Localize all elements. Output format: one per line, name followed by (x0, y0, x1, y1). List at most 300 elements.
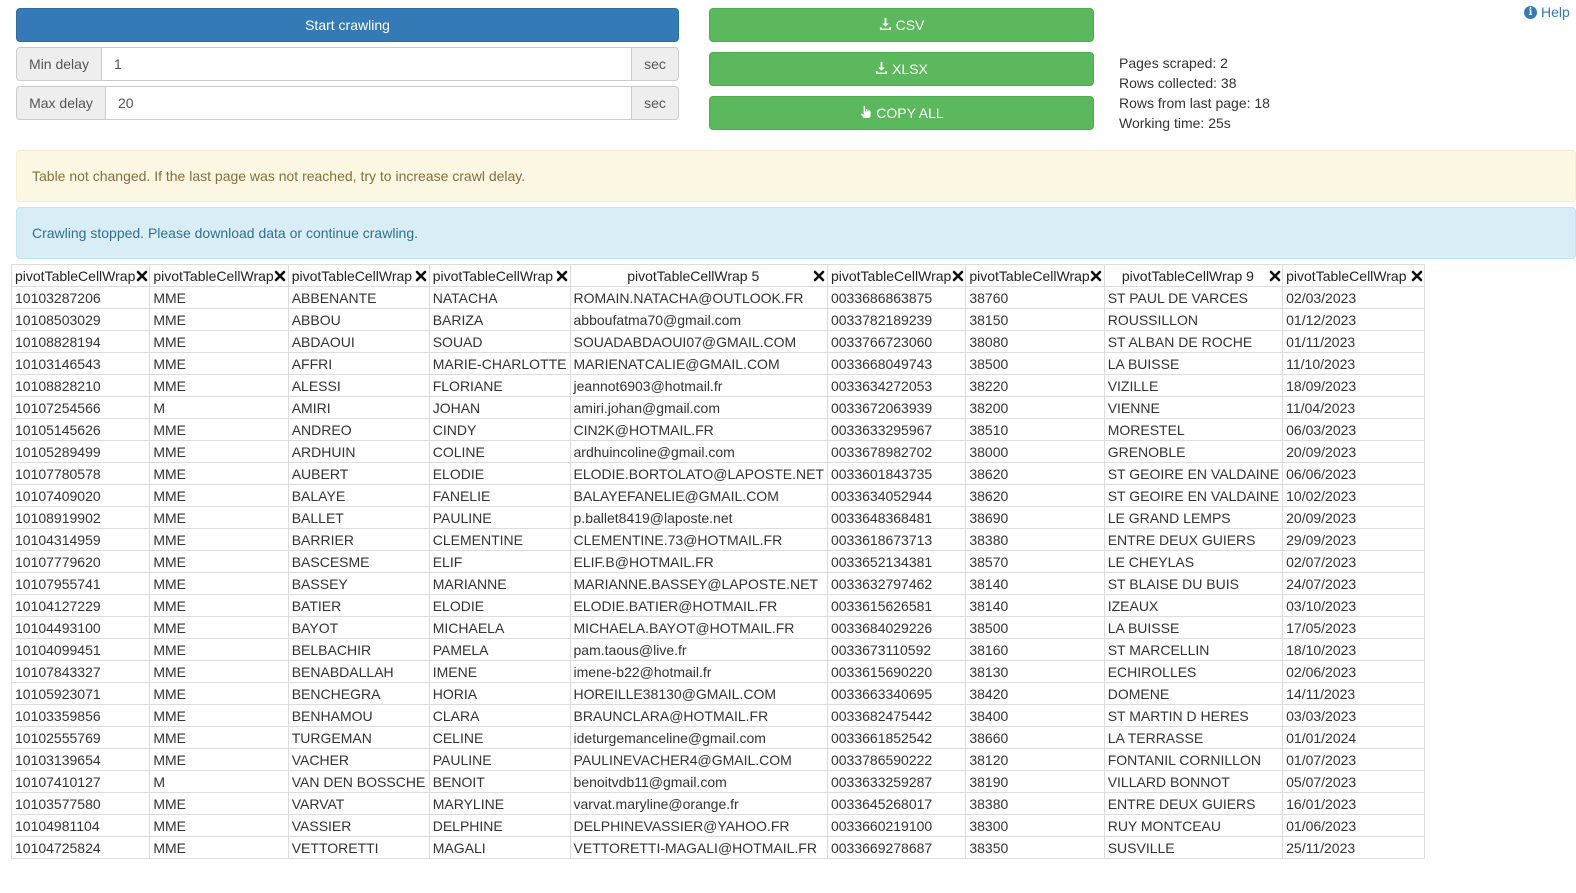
table-cell: 38380 (966, 793, 1104, 815)
table-cell: JOHAN (429, 397, 570, 419)
table-cell: 10/02/2023 (1283, 485, 1425, 507)
table-cell: BARRIER (288, 529, 429, 551)
table-cell: CLEMENTINE.73@HOTMAIL.FR (570, 529, 827, 551)
table-cell: DELPHINEVASSIER@YAHOO.FR (570, 815, 827, 837)
table-cell: MME (150, 375, 288, 397)
table-cell: CIN2K@HOTMAIL.FR (570, 419, 827, 441)
table-cell: 38690 (966, 507, 1104, 529)
table-cell: AFFRI (288, 353, 429, 375)
table-cell: COLINE (429, 441, 570, 463)
start-crawling-button[interactable]: Start crawling (16, 8, 679, 42)
table-cell: PAMELA (429, 639, 570, 661)
column-header-label: pivotTableCellWrap (15, 267, 136, 284)
table-cell: RUY MONTCEAU (1104, 815, 1282, 837)
table-cell: 10104725824 (12, 837, 150, 859)
column-header-label: pivotTableCellWrap (1286, 267, 1407, 284)
table-cell: 02/06/2023 (1283, 661, 1425, 683)
table-cell: 10107955741 (12, 573, 150, 595)
table-cell: jeannot6903@hotmail.fr (570, 375, 827, 397)
table-cell: MME (150, 617, 288, 639)
table-cell: VETTORETTI (288, 837, 429, 859)
remove-column-icon[interactable] (813, 268, 826, 283)
table-row (12, 771, 1425, 793)
table-cell: ANDREO (288, 419, 429, 441)
table-cell: BENABDALLAH (288, 661, 429, 683)
table-cell: 0033668049743 (827, 353, 965, 375)
table-row (12, 639, 1425, 661)
table-row (12, 441, 1425, 463)
table-cell: ST MARTIN D HERES (1104, 705, 1282, 727)
table-cell: ELIF.B@HOTMAIL.FR (570, 551, 827, 573)
table-cell: ST PAUL DE VARCES (1104, 287, 1282, 309)
table-cell: 0033652134381 (827, 551, 965, 573)
table-cell: 10103287206 (12, 287, 150, 309)
table-row (12, 749, 1425, 771)
table-cell: BASSEY (288, 573, 429, 595)
table-cell: BAYOT (288, 617, 429, 639)
table-cell: 38130 (966, 661, 1104, 683)
table-cell: 10108828194 (12, 331, 150, 353)
table-cell: 0033648368481 (827, 507, 965, 529)
table-cell: NATACHA (429, 287, 570, 309)
column-header-label: pivotTableCellWrap (153, 267, 274, 284)
results-table (11, 264, 1425, 859)
table-cell: FONTANIL CORNILLON (1104, 749, 1282, 771)
table-row (12, 485, 1425, 507)
table-cell: 0033786590222 (827, 749, 965, 771)
table-cell: 20/09/2023 (1283, 507, 1425, 529)
table-cell: LA BUISSE (1104, 617, 1282, 639)
table-cell: 0033645268017 (827, 793, 965, 815)
table-cell: 03/10/2023 (1283, 595, 1425, 617)
help-label: Help (1541, 4, 1570, 20)
table-cell: 10103577580 (12, 793, 150, 815)
table-cell: IMENE (429, 661, 570, 683)
table-cell: LA TERRASSE (1104, 727, 1282, 749)
table-cell: 10108503029 (12, 309, 150, 331)
table-cell: ABBOU (288, 309, 429, 331)
table-row (12, 727, 1425, 749)
table-row (12, 309, 1425, 331)
table-cell: MME (150, 705, 288, 727)
table-cell: 38300 (966, 815, 1104, 837)
table-cell: PAULINE (429, 507, 570, 529)
column-header-label: pivotTableCellWrap (830, 267, 952, 284)
table-cell: 38620 (966, 485, 1104, 507)
table-cell: 0033615690220 (827, 661, 965, 683)
table-cell: MME (150, 573, 288, 595)
table-cell: 0033615626581 (827, 595, 965, 617)
table-cell: 0033661852542 (827, 727, 965, 749)
rows-last-page: Rows from last page: 18 (1119, 95, 1270, 111)
table-cell: 10105923071 (12, 683, 150, 705)
table-cell: MICHAELA.BAYOT@HOTMAIL.FR (570, 617, 827, 639)
table-cell: 0033682475442 (827, 705, 965, 727)
table-cell: 0033663340695 (827, 683, 965, 705)
table-cell: VAN DEN BOSSCHE (288, 771, 429, 793)
table-cell: MME (150, 287, 288, 309)
table-cell: MICHAELA (429, 617, 570, 639)
table-cell: ELODIE (429, 463, 570, 485)
help-link[interactable] (1524, 4, 1570, 20)
table-cell: 10108919902 (12, 507, 150, 529)
table-row (12, 529, 1425, 551)
table-cell: 10107409020 (12, 485, 150, 507)
table-row (12, 353, 1425, 375)
table-cell: amiri.johan@gmail.com (570, 397, 827, 419)
table-cell: 0033633295967 (827, 419, 965, 441)
table-cell: MME (150, 793, 288, 815)
table-cell: 38220 (966, 375, 1104, 397)
table-cell: HORIA (429, 683, 570, 705)
table-cell: BRAUNCLARA@HOTMAIL.FR (570, 705, 827, 727)
table-cell: 05/07/2023 (1283, 771, 1425, 793)
table-cell: 38570 (966, 551, 1104, 573)
remove-column-icon[interactable] (556, 268, 569, 283)
table-cell: 0033632797462 (827, 573, 965, 595)
table-row (12, 661, 1425, 683)
table-cell: CLEMENTINE (429, 529, 570, 551)
table-cell: pam.taous@live.fr (570, 639, 827, 661)
table-row (12, 551, 1425, 573)
xlsx-download-button[interactable] (709, 52, 1094, 86)
table-cell: HOREILLE38130@GMAIL.COM (570, 683, 827, 705)
table-cell: ARDHUIN (288, 441, 429, 463)
table-cell: 0033782189239 (827, 309, 965, 331)
table-cell: ST ALBAN DE ROCHE (1104, 331, 1282, 353)
column-header (429, 265, 570, 287)
table-cell: 02/07/2023 (1283, 551, 1425, 573)
table-cell: MME (150, 683, 288, 705)
table-cell: BALAYEFANELIE@GMAIL.COM (570, 485, 827, 507)
table-cell: ST GEOIRE EN VALDAINE (1104, 463, 1282, 485)
table-cell: 14/11/2023 (1283, 683, 1425, 705)
table-cell: BASCESME (288, 551, 429, 573)
table-cell: MME (150, 837, 288, 859)
max-delay-label: Max delay (16, 86, 106, 120)
table-cell: BALLET (288, 507, 429, 529)
max-delay-unit: sec (631, 86, 679, 120)
table-cell: MME (150, 507, 288, 529)
csv-label: CSV (895, 17, 925, 33)
table-cell: MORESTEL (1104, 419, 1282, 441)
column-header-label: pivotTableCellWrap 9 (1121, 267, 1254, 284)
table-cell: DELPHINE (429, 815, 570, 837)
table-cell: BENHAMOU (288, 705, 429, 727)
table-cell: 01/06/2023 (1283, 815, 1425, 837)
table-cell: 0033618673713 (827, 529, 965, 551)
table-cell: 16/01/2023 (1283, 793, 1425, 815)
table-cell: 0033672063939 (827, 397, 965, 419)
download-icon (879, 17, 892, 33)
table-cell: ABBENANTE (288, 287, 429, 309)
table-cell: 38000 (966, 441, 1104, 463)
table-cell: ELODIE.BORTOLATO@LAPOSTE.NET (570, 463, 827, 485)
table-cell: VETTORETTI-MAGALI@HOTMAIL.FR (570, 837, 827, 859)
table-cell: 10107779620 (12, 551, 150, 573)
table-cell: AUBERT (288, 463, 429, 485)
table-cell: 38510 (966, 419, 1104, 441)
table-cell: 10107780578 (12, 463, 150, 485)
table-cell: FANELIE (429, 485, 570, 507)
table-cell: MME (150, 815, 288, 837)
table-cell: MME (150, 441, 288, 463)
table-cell: BALAYE (288, 485, 429, 507)
table-header-row (12, 265, 1425, 287)
table-cell: 11/04/2023 (1283, 397, 1425, 419)
table-row (12, 595, 1425, 617)
working-time: Working time: 25s (1119, 115, 1231, 131)
remove-column-icon[interactable] (1090, 268, 1103, 283)
column-header-label: pivotTableCellWrap (969, 267, 1090, 284)
table-cell: MME (150, 749, 288, 771)
table-cell: VARVAT (288, 793, 429, 815)
table-cell: 01/11/2023 (1283, 331, 1425, 353)
table-cell: M (150, 771, 288, 793)
table-row (12, 507, 1425, 529)
table-row (12, 793, 1425, 815)
table-cell: 38120 (966, 749, 1104, 771)
table-cell: 0033669278687 (827, 837, 965, 859)
csv-download-button[interactable] (709, 8, 1094, 42)
rows-collected: Rows collected: 38 (1119, 75, 1237, 91)
copy-all-button[interactable] (709, 96, 1094, 130)
table-row (12, 815, 1425, 837)
table-cell: benoitvdb11@gmail.com (570, 771, 827, 793)
column-header-label: pivotTableCellWrap 5 (627, 267, 760, 284)
info-icon: i (1524, 6, 1537, 19)
table-cell: 38200 (966, 397, 1104, 419)
table-cell: 06/03/2023 (1283, 419, 1425, 441)
table-cell: 10107410127 (12, 771, 150, 793)
table-row (12, 331, 1425, 353)
table-cell: 10103359856 (12, 705, 150, 727)
table-cell: MARIANNE.BASSEY@LAPOSTE.NET (570, 573, 827, 595)
remove-column-icon[interactable] (951, 268, 964, 283)
download-icon (875, 61, 888, 77)
table-row (12, 419, 1425, 441)
table-cell: 10107843327 (12, 661, 150, 683)
table-cell: ardhuincoline@gmail.com (570, 441, 827, 463)
table-cell: MME (150, 485, 288, 507)
table-cell: 0033766723060 (827, 331, 965, 353)
table-cell: ideturgemanceline@gmail.com (570, 727, 827, 749)
table-cell: 10102555769 (12, 727, 150, 749)
xlsx-label: XLSX (892, 61, 928, 77)
table-cell: ST MARCELLIN (1104, 639, 1282, 661)
table-cell: BENCHEGRA (288, 683, 429, 705)
table-cell: 10104493100 (12, 617, 150, 639)
warning-text: Table not changed. If the last page was not reached, try to increase crawl delay. (32, 168, 526, 184)
max-delay-group (16, 86, 679, 120)
table-cell: 38660 (966, 727, 1104, 749)
warning-alert (16, 150, 1576, 202)
table-row (12, 397, 1425, 419)
table-cell: MME (150, 353, 288, 375)
remove-column-icon[interactable] (135, 268, 148, 283)
table-cell: MME (150, 551, 288, 573)
table-cell: 38400 (966, 705, 1104, 727)
min-delay-label: Min delay (16, 47, 102, 81)
table-cell: MARIENATCALIE@GMAIL.COM (570, 353, 827, 375)
table-cell: BATIER (288, 595, 429, 617)
table-cell: 10104127229 (12, 595, 150, 617)
table-row (12, 837, 1425, 859)
table-cell: PAULINEVACHER4@GMAIL.COM (570, 749, 827, 771)
table-cell: varvat.maryline@orange.fr (570, 793, 827, 815)
table-cell: MME (150, 331, 288, 353)
table-row (12, 573, 1425, 595)
hand-pointer-icon (859, 105, 872, 121)
table-cell: 38140 (966, 595, 1104, 617)
table-cell: 0033673110592 (827, 639, 965, 661)
table-cell: 0033684029226 (827, 617, 965, 639)
column-header (1104, 265, 1282, 287)
min-delay-input[interactable]: 1 (102, 47, 631, 81)
table-cell: 0033601843735 (827, 463, 965, 485)
crawl-stats (1119, 53, 1270, 133)
table-cell: 10104981104 (12, 815, 150, 837)
table-cell: ALESSI (288, 375, 429, 397)
table-cell: LE CHEYLAS (1104, 551, 1282, 573)
table-row (12, 375, 1425, 397)
table-cell: 38760 (966, 287, 1104, 309)
table-cell: ECHIROLLES (1104, 661, 1282, 683)
table-cell: ELIF (429, 551, 570, 573)
column-header (827, 265, 965, 287)
remove-column-icon[interactable] (1410, 268, 1423, 283)
table-cell: p.ballet8419@laposte.net (570, 507, 827, 529)
table-cell: 38420 (966, 683, 1104, 705)
table-cell: VACHER (288, 749, 429, 771)
table-row (12, 617, 1425, 639)
table-cell: CLARA (429, 705, 570, 727)
table-cell: GRENOBLE (1104, 441, 1282, 463)
table-cell: 20/09/2023 (1283, 441, 1425, 463)
table-cell: MARYLINE (429, 793, 570, 815)
max-delay-input[interactable]: 20 (106, 86, 631, 120)
table-cell: 10105289499 (12, 441, 150, 463)
table-cell: 10104314959 (12, 529, 150, 551)
table-cell: ENTRE DEUX GUIERS (1104, 793, 1282, 815)
table-cell: TURGEMAN (288, 727, 429, 749)
table-cell: 0033686863875 (827, 287, 965, 309)
table-cell: 38500 (966, 353, 1104, 375)
table-cell: 0033660219100 (827, 815, 965, 837)
table-cell: VIENNE (1104, 397, 1282, 419)
table-cell: 01/12/2023 (1283, 309, 1425, 331)
table-cell: MME (150, 529, 288, 551)
table-cell: SOUADABDAOUI07@GMAIL.COM (570, 331, 827, 353)
table-cell: abboufatma70@gmail.com (570, 309, 827, 331)
remove-column-icon[interactable] (1268, 268, 1281, 283)
table-cell: BELBACHIR (288, 639, 429, 661)
info-alert (16, 207, 1576, 259)
table-cell: LA BUISSE (1104, 353, 1282, 375)
table-cell: 18/09/2023 (1283, 375, 1425, 397)
table-cell: 0033634052944 (827, 485, 965, 507)
table-cell: 25/11/2023 (1283, 837, 1425, 859)
table-cell: 18/10/2023 (1283, 639, 1425, 661)
min-delay-unit: sec (631, 47, 679, 81)
remove-column-icon[interactable] (274, 268, 287, 283)
table-cell: CELINE (429, 727, 570, 749)
table-cell: VIZILLE (1104, 375, 1282, 397)
table-cell: MME (150, 595, 288, 617)
table-cell: 10107254566 (12, 397, 150, 419)
remove-column-icon[interactable] (415, 268, 428, 283)
info-text: Crawling stopped. Please download data or continue crawling. (32, 225, 419, 241)
table-cell: LE GRAND LEMPS (1104, 507, 1282, 529)
table-cell: MME (150, 463, 288, 485)
table-cell: CINDY (429, 419, 570, 441)
table-cell: ST BLAISE DU BUIS (1104, 573, 1282, 595)
table-cell: ELODIE.BATIER@HOTMAIL.FR (570, 595, 827, 617)
table-cell: BARIZA (429, 309, 570, 331)
table-cell: 01/01/2024 (1283, 727, 1425, 749)
column-header (570, 265, 827, 287)
table-cell: 17/05/2023 (1283, 617, 1425, 639)
min-delay-group (16, 47, 679, 81)
table-cell: 38380 (966, 529, 1104, 551)
table-cell: SUSVILLE (1104, 837, 1282, 859)
table-cell: 10104099451 (12, 639, 150, 661)
table-cell: 0033634272053 (827, 375, 965, 397)
column-header (12, 265, 150, 287)
table-cell: 38160 (966, 639, 1104, 661)
table-cell: MARIANNE (429, 573, 570, 595)
table-cell: ENTRE DEUX GUIERS (1104, 529, 1282, 551)
table-cell: MAGALI (429, 837, 570, 859)
table-cell: ELODIE (429, 595, 570, 617)
table-cell: 38150 (966, 309, 1104, 331)
table-cell: 24/07/2023 (1283, 573, 1425, 595)
table-cell: 38620 (966, 463, 1104, 485)
table-cell: MME (150, 727, 288, 749)
column-header (150, 265, 288, 287)
table-cell: 03/03/2023 (1283, 705, 1425, 727)
column-header (966, 265, 1104, 287)
table-cell: DOMENE (1104, 683, 1282, 705)
table-cell: AMIRI (288, 397, 429, 419)
table-cell: 38080 (966, 331, 1104, 353)
table-cell: imene-b22@hotmail.fr (570, 661, 827, 683)
column-header-label: pivotTableCellWrap (432, 267, 554, 284)
copy-all-label: COPY ALL (876, 105, 944, 121)
table-cell: 29/09/2023 (1283, 529, 1425, 551)
column-header-label: pivotTableCellWrap (291, 267, 413, 284)
table-cell: MARIE-CHARLOTTE (429, 353, 570, 375)
table-cell: 10103146543 (12, 353, 150, 375)
table-row (12, 463, 1425, 485)
table-cell: 06/06/2023 (1283, 463, 1425, 485)
table-cell: SOUAD (429, 331, 570, 353)
table-row (12, 705, 1425, 727)
table-cell: VASSIER (288, 815, 429, 837)
table-cell: ROMAIN.NATACHA@OUTLOOK.FR (570, 287, 827, 309)
table-cell: MME (150, 661, 288, 683)
table-cell: 0033678982702 (827, 441, 965, 463)
table-row (12, 683, 1425, 705)
table-cell: ST GEOIRE EN VALDAINE (1104, 485, 1282, 507)
table-row (12, 287, 1425, 309)
column-header (1283, 265, 1425, 287)
table-cell: 38350 (966, 837, 1104, 859)
table-cell: VILLARD BONNOT (1104, 771, 1282, 793)
table-cell: ROUSSILLON (1104, 309, 1282, 331)
table-cell: 0033633259287 (827, 771, 965, 793)
table-cell: M (150, 397, 288, 419)
